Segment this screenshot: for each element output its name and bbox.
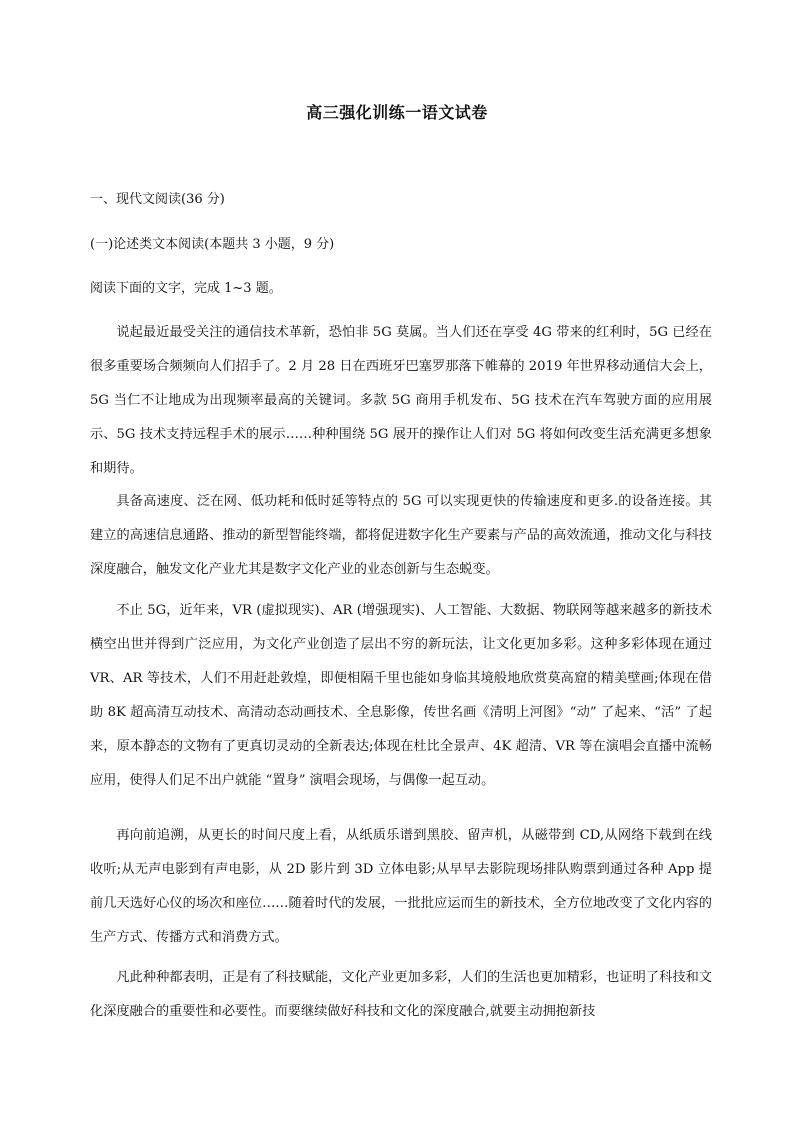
subsection-heading: (一)论述类文本阅读(本题共 3 小题，9 分) [90, 237, 335, 252]
exam-title: 高三强化训练一语文试卷 [306, 103, 488, 122]
section-heading: 一、现代文阅读(36 分) [90, 192, 225, 207]
reading-instruction: 阅读下面的文字，完成 1~3 题。 [90, 281, 282, 296]
paragraph-5: 凡此种种都表明，正是有了科技赋能，文化产业更加多彩，人们的生活也更加精彩，也证明了科技和文化深度融合的重要性和必要性。而要继续做好科技和文化的深度融合,就要主动拥抱新技 [90, 970, 712, 1019]
paragraph-4: 再向前追溯，从更长的时间尺度上看，从纸质乐谱到黑胶、留声机，从磁带到 CD,从网络下载到在线收听;从无声电影到有声电影，从 2D 影片到 3D 立体电影;从早早去影院现场排队购票到通过各种 App 提前几天选好心仪的场次和座位……随着时代的发展，一批批应运而生的新技术，全方位地改变了文化内容的生产方式、传播方式和消费方式。 [90, 828, 712, 945]
paragraph-3: 不止 5G，近年来，VR (虚拟现实)、AR (增强现实)、人工智能、大数据、物联网等越来越多的新技术横空出世并得到广泛应用，为文化产业创造了层出不穷的新玩法，让文化更加多彩。这种多彩体现在通过 VR、AR 等技术，人们不用赶赴敦煌，即便相隔千里也能如身临其境般地欣赏莫高窟的精美壁画;体现在借助 8K 超高清互动技术、高清动态动画技术、全息影像，传世名画《清明上河图》“动” 了起来、“活” 了起来，原本静态的文物有了更真切灵动的全新表达;体现在杜比全景声、4K 超清、VR 等在演唱会直播中流畅应用，使得人们足不出户就能 “置身” 演唱会现场，与偶像一起互动。 [90, 603, 712, 788]
paragraph-2: 具备高速度、泛在网、低功耗和低时延等特点的 5G 可以实现更快的传输速度和更多.的设备连接。其建立的高速信息通路、推动的新型智能终端，都将促进数字化生产要素与产品的高效流通，推动文化与科技深度融合，触发文化产业尤其是数字文化产业的业态创新与生态蜕变。 [90, 494, 712, 577]
paragraph-1: 说起最近最受关注的通信技术革新，恐怕非 5G 莫属。当人们还在享受 4G 带来的红利时，5G 已经在很多重要场合频频向人们招手了。2 月 28 日在西班牙巴塞罗那落下帷幕的 2019 年世界移动通信大会上，5G 当仁不让地成为出现频率最高的关键词。多款 5G 商用手机发布、5G 技术在汽车驾驶方面的应用展示、5G 技术支持远程手术的展示……种种围绕 5G 展开的操作让人们对 5G 将如何改变生活充满更多想象和期待。 [90, 325, 712, 476]
